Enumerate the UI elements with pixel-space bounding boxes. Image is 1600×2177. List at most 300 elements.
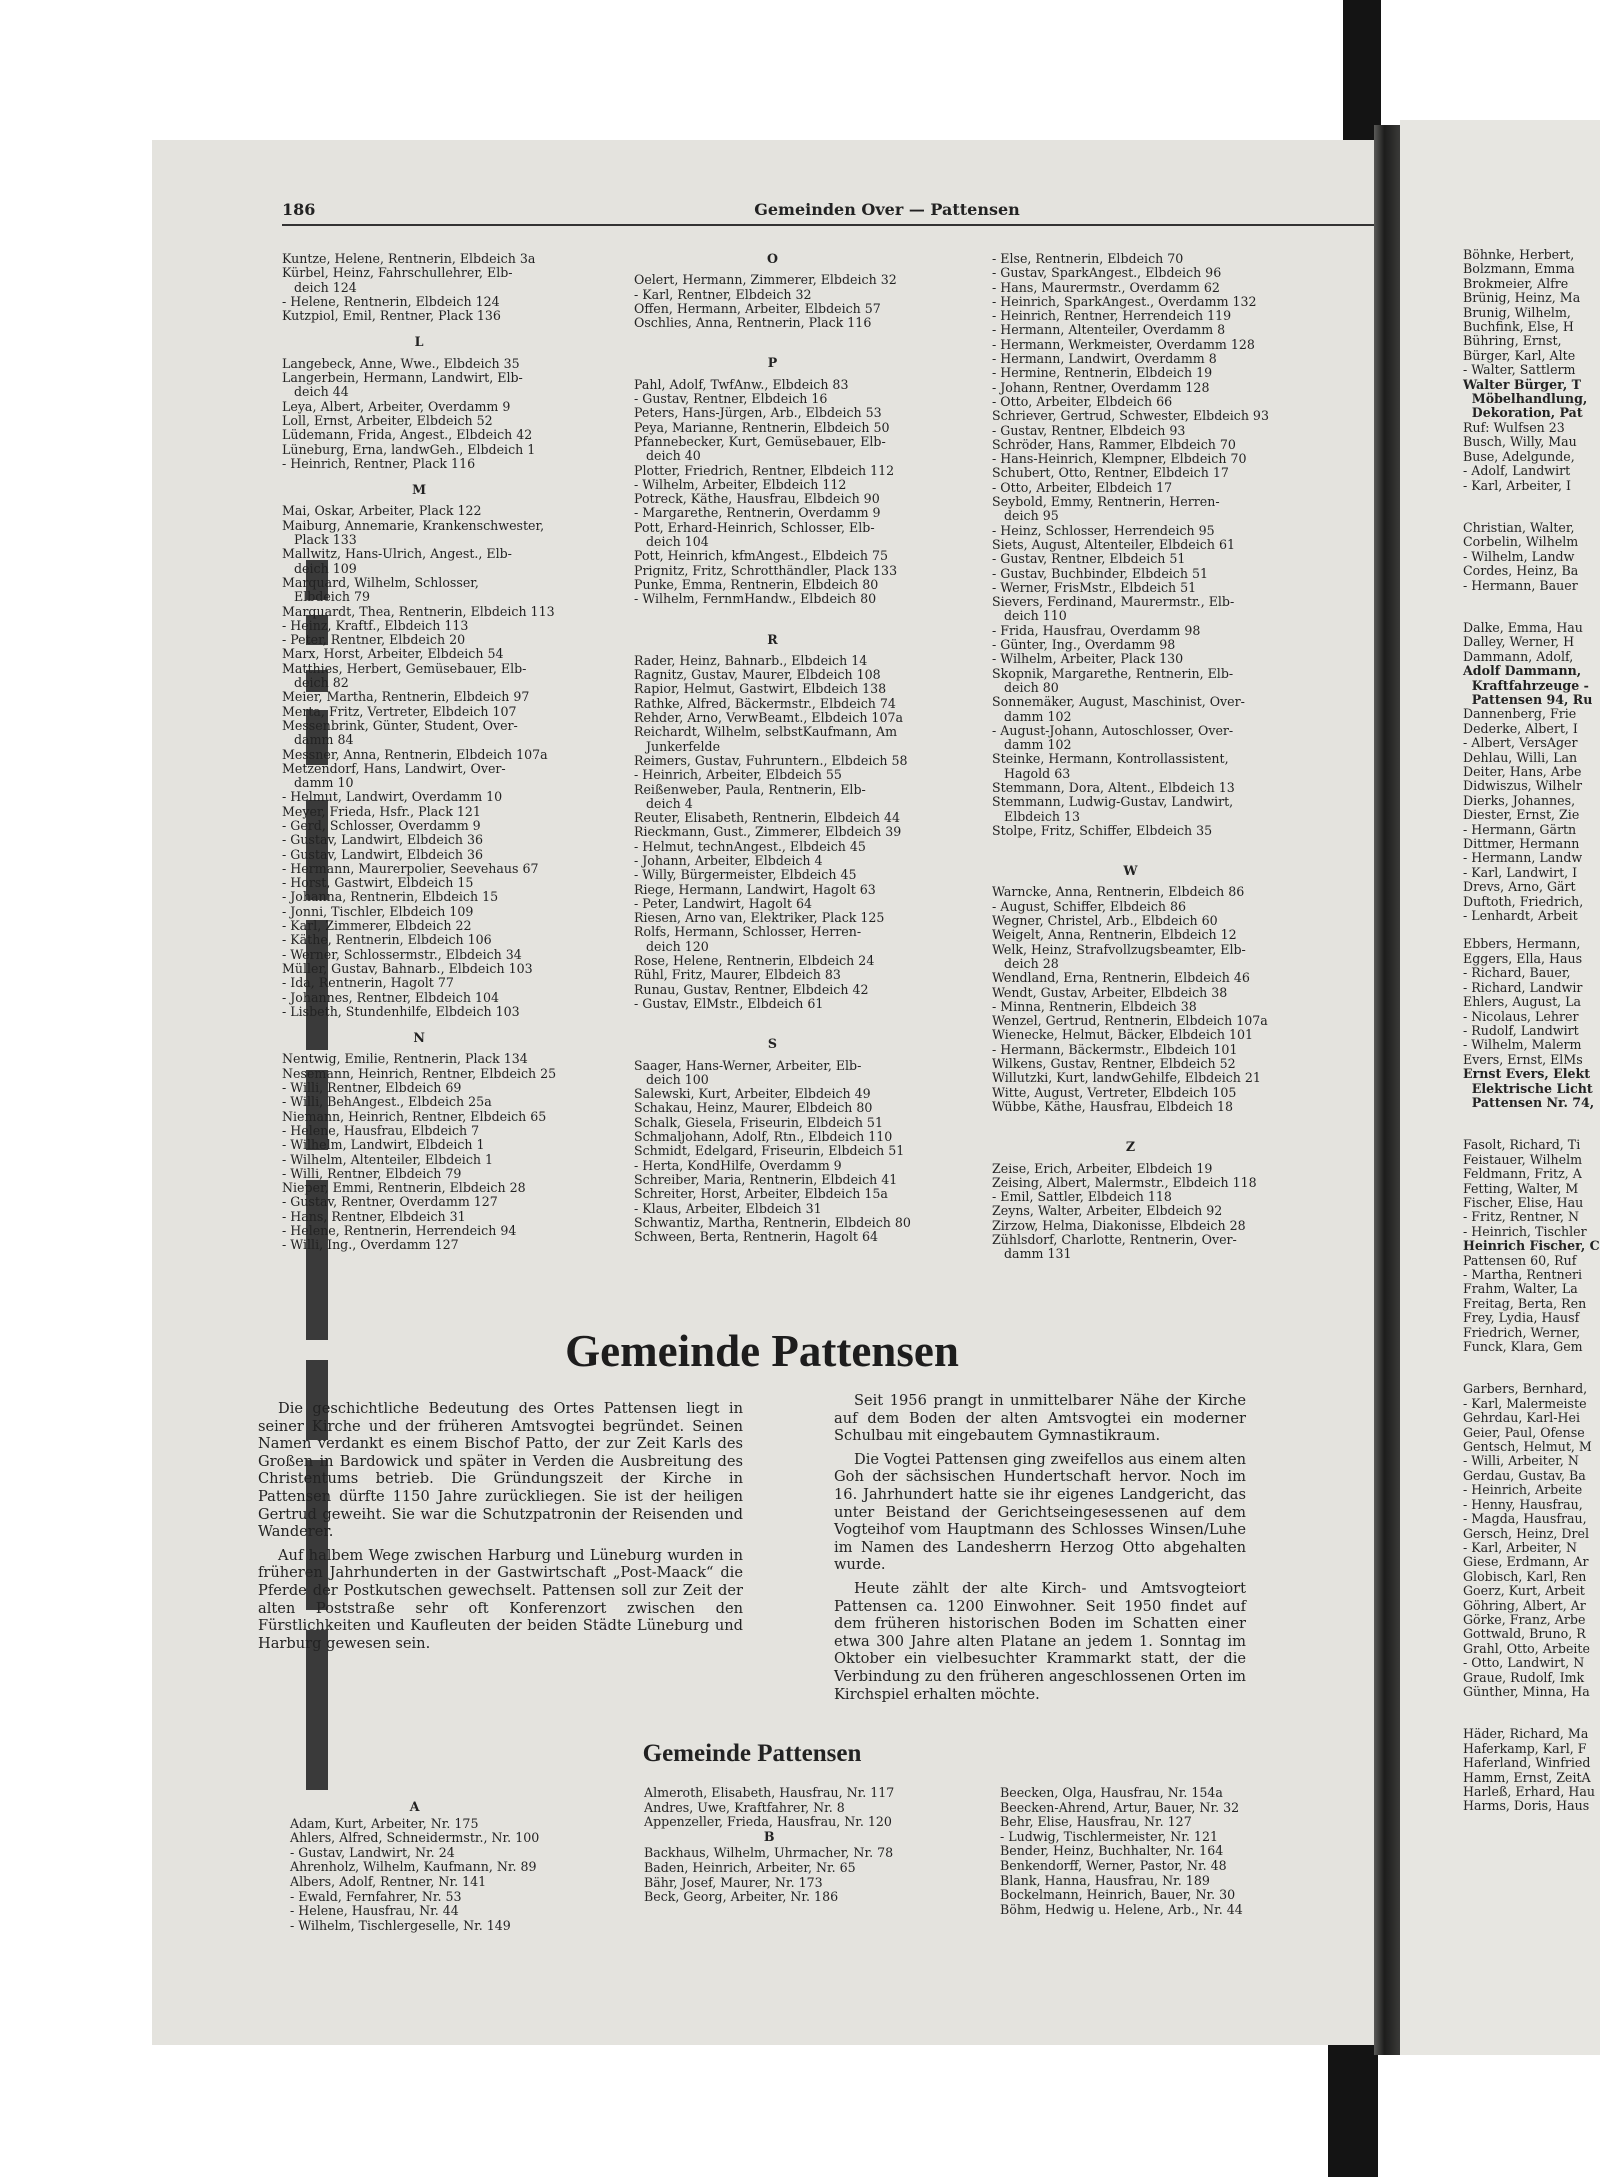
directory-entry: Nesemann, Heinrich, Rentner, Elbdeich 25 (282, 1065, 557, 1081)
directory-entry: Duftoth, Friedrich, (1463, 893, 1584, 909)
directory-entry: Leya, Albert, Arbeiter, Overdamm 9 (282, 398, 511, 414)
directory-entry: Freitag, Berta, Ren (1463, 1295, 1587, 1311)
directory-entry: - Wilhelm, Arbeiter, Plack 130 (992, 651, 1184, 667)
directory-entry: Wilkens, Gustav, Rentner, Elbdeich 52 (992, 1056, 1236, 1072)
section-letter: S (767, 1036, 777, 1052)
directory-entry: - Heinrich, Rentner, Plack 116 (282, 455, 476, 471)
directory-entry: - Hermann, Gärtn (1463, 821, 1577, 837)
directory-entry: Schakau, Heinz, Maurer, Elbdeich 80 (634, 1100, 873, 1116)
directory-column-2 (634, 240, 911, 1244)
page-number: 186 (282, 200, 316, 219)
directory-entry: Loll, Ernst, Arbeiter, Elbdeich 52 (282, 412, 493, 428)
directory-entry: - Hermann, Werkmeister, Overdamm 128 (992, 336, 1255, 352)
directory-entry: Oschlies, Anna, Rentnerin, Plack 116 (634, 315, 872, 331)
spacer (634, 330, 911, 344)
directory-entry: - Ewald, Fernfahrer, Nr. 53 (290, 1888, 462, 1904)
directory-entry: - Albert, VersAger (1463, 735, 1578, 751)
directory-entry: Lüneburg, Erna, landwGeh., Elbdeich 1 (282, 441, 536, 457)
directory-entry: Eggers, Ella, Haus (1463, 950, 1583, 966)
section-letter: B (763, 1828, 775, 1844)
directory-entry: Reimers, Gustav, Fuhruntern., Elbdeich 58 (634, 752, 908, 768)
directory-entry: Witte, August, Vertreter, Elbdeich 105 (992, 1084, 1237, 1100)
directory-entry: - Gustav, Landwirt, Nr. 24 (290, 1844, 455, 1860)
directory-entry: Wendland, Erna, Rentnerin, Elbdeich 46 (992, 970, 1250, 986)
directory-entry: Graue, Rudolf, Imk (1463, 1669, 1585, 1685)
directory-entry: Messenbrink, Günter, Student, Over- (282, 717, 518, 733)
entry-continuation: deich 110 (1004, 608, 1067, 624)
directory-entry: - Willi, BehAngest., Elbdeich 25a (282, 1094, 492, 1110)
directory-entry: Reuter, Elisabeth, Rentnerin, Elbdeich 44 (634, 810, 900, 826)
directory-entry: Marx, Horst, Arbeiter, Elbdeich 54 (282, 646, 504, 662)
directory-entry: Dalley, Werner, H (1463, 634, 1575, 650)
directory-entry: Beck, Georg, Arbeiter, Nr. 186 (644, 1889, 839, 1905)
directory-entry: - Otto, Landwirt, N (1463, 1655, 1585, 1671)
spacer (1463, 1699, 1600, 1713)
spacer (634, 1011, 911, 1025)
section-letter: M (412, 482, 427, 498)
directory-entry: Grahl, Otto, Arbeite (1463, 1640, 1590, 1656)
directory-entry: - Hermann, Landwirt, Overdamm 8 (992, 351, 1217, 367)
article-paragraph: Auf halbem Wege zwischen Harburg und Lüneburg wurden in früheren Jahrhunderten in der Gastwirtschaft „Post-Maack“ die Pferde der Postkutschen gewechselt. Pattensen soll zur Zeit der alten Poststraße sehr oft Konferenzort zwischen den Fürstlichkeiten und Kaufleuten der beiden Städte Lüneburg und Harburg gewesen sein. (258, 1546, 743, 1652)
directory-entry: Gehrdau, Karl-Hei (1463, 1410, 1581, 1426)
directory-entry: - Magda, Hausfrau, (1463, 1511, 1587, 1527)
directory-entry: Beecken, Olga, Hausfrau, Nr. 154a (1000, 1785, 1223, 1800)
directory-entry: Böhm, Hedwig u. Helene, Arb., Nr. 44 (1000, 1901, 1243, 1917)
directory-entry: Niemann, Heinrich, Rentner, Elbdeich 65 (282, 1108, 547, 1124)
section-letter: P (767, 355, 778, 371)
directory-entry: - Wilhelm, Arbeiter, Elbdeich 112 (634, 476, 847, 492)
article-paragraph: Seit 1956 prangt in unmittelbarer Nähe der Kirche auf dem Boden der alten Amtsvogtei ein moderner Schulbau mit eingebautem Gymnastikraum. (834, 1392, 1246, 1445)
business-entry: Elektrische Licht (1463, 1080, 1593, 1096)
spacer (1463, 593, 1600, 607)
section-letter: Z (1125, 1139, 1136, 1155)
directory-entry: - Nicolaus, Lehrer (1463, 1008, 1579, 1024)
directory-entry: Diester, Ernst, Zie (1463, 807, 1580, 823)
directory-entry: Reichardt, Wilhelm, selbstKaufmann, Am (634, 724, 898, 740)
directory-entry: Langerbein, Hermann, Landwirt, Elb- (282, 370, 523, 386)
directory-entry: - Hermann, Landw (1463, 850, 1583, 866)
directory-entry: Gersch, Heinz, Drel (1463, 1525, 1589, 1541)
directory-entry: Böhnke, Herbert, (1463, 247, 1575, 262)
directory-entry: - Heinrich, Tischler (1463, 1223, 1587, 1239)
directory-entry: Fischer, Elise, Hau (1463, 1194, 1584, 1210)
directory-entry: - Gustav, Rentner, Elbdeich 16 (634, 391, 828, 407)
directory-entry: - Johann, Rentner, Overdamm 128 (992, 379, 1210, 395)
directory-entry: Saager, Hans-Werner, Arbeiter, Elb- (634, 1057, 862, 1073)
directory-entry: Oelert, Hermann, Zimmerer, Elbdeich 32 (634, 272, 897, 288)
directory-entry: - Martha, Rentneri (1463, 1267, 1583, 1282)
entry-continuation: damm 84 (294, 732, 354, 748)
directory-entry: Fasolt, Richard, Ti (1463, 1137, 1581, 1153)
directory-entry: Garbers, Bernhard, (1463, 1381, 1588, 1397)
spacer (1463, 1354, 1600, 1368)
directory-entry: Sonnemäker, August, Maschinist, Over- (992, 694, 1245, 710)
directory-entry: Steinke, Hermann, Kontrollassistent, (992, 751, 1229, 767)
directory-entry: Corbelin, Wilhelm (1463, 534, 1579, 550)
directory-entry: Sievers, Ferdinand, Maurermstr., Elb- (992, 594, 1235, 610)
entry-continuation: deich 104 (646, 534, 709, 550)
entry-continuation: deich 120 (646, 938, 709, 954)
business-entry: Pattensen Nr. 74, (1463, 1094, 1595, 1110)
directory-entry: Zeyns, Walter, Arbeiter, Elbdeich 92 (992, 1203, 1223, 1219)
directory-entry: Pattensen 60, Ruf (1463, 1252, 1577, 1268)
directory-entry: Schubert, Otto, Rentner, Elbdeich 17 (992, 465, 1229, 481)
directory-entry: Wienecke, Helmut, Bäcker, Elbdeich 101 (992, 1027, 1254, 1043)
directory-entry: - Frida, Hausfrau, Overdamm 98 (992, 622, 1201, 638)
directory-entry: Kürbel, Heinz, Fahrschullehrer, Elb- (282, 265, 513, 281)
directory-entry: Seybold, Emmy, Rentnerin, Herren- (992, 494, 1220, 510)
directory-entry: Dammann, Adolf, (1463, 648, 1574, 664)
article-left-column (258, 1400, 743, 1658)
directory-entry: Geier, Paul, Ofense (1463, 1424, 1585, 1440)
business-entry: Ernst Evers, Elekt (1463, 1066, 1591, 1082)
right-page-column (1463, 248, 1600, 1814)
section-letter: N (413, 1030, 425, 1046)
directory-entry: Lüdemann, Frida, Angest., Elbdeich 42 (282, 427, 533, 443)
directory-entry: Warncke, Anna, Rentnerin, Elbdeich 86 (992, 884, 1245, 900)
directory-entry: Haferkamp, Karl, F (1463, 1740, 1587, 1756)
directory-entry: - Heinrich, SparkAngest., Overdamm 132 (992, 293, 1257, 309)
directory-entry: - Helene, Rentnerin, Elbdeich 124 (282, 293, 500, 309)
directory-entry: Potreck, Käthe, Hausfrau, Elbdeich 90 (634, 491, 880, 507)
business-entry: Pattensen 94, Ru (1463, 691, 1593, 707)
directory-entry: Kutzpiol, Emil, Rentner, Plack 136 (282, 308, 501, 324)
directory-entry: Nentwig, Emilie, Rentnerin, Plack 134 (282, 1051, 528, 1067)
directory-entry: - Gustav, SparkAngest., Elbdeich 96 (992, 265, 1222, 281)
directory-entry: Funck, Klara, Gem (1463, 1339, 1583, 1355)
directory-entry: - Wilhelm, Landwirt, Elbdeich 1 (282, 1137, 485, 1153)
directory-entry: Meier, Martha, Rentnerin, Elbdeich 97 (282, 689, 530, 705)
directory-entry: Welk, Heinz, Strafvollzugsbeamter, Elb- (992, 941, 1246, 957)
directory-entry: - Karl, Arbeiter, I (1463, 477, 1572, 493)
directory-entry: - Heinrich, Arbeite (1463, 1482, 1583, 1498)
entry-continuation: deich 28 (1004, 955, 1059, 971)
spacer (1463, 1110, 1600, 1124)
directory-entry: Frahm, Walter, La (1463, 1281, 1578, 1297)
directory-entry: - Richard, Landwir (1463, 979, 1583, 995)
directory-entry: - Hermine, Rentnerin, Elbdeich 19 (992, 365, 1213, 381)
directory-entry: - Gustav, Landwirt, Elbdeich 36 (282, 846, 484, 862)
section-letter: A (409, 1799, 420, 1814)
directory-entry: Kuntze, Helene, Rentnerin, Elbdeich 3a (282, 251, 536, 266)
directory-entry: Haferland, Winfried (1463, 1755, 1591, 1771)
directory-entry: - Hans-Heinrich, Klempner, Elbdeich 70 (992, 451, 1247, 467)
directory-entry: - Günter, Ing., Overdamm 98 (992, 637, 1176, 653)
spacer (1463, 923, 1600, 937)
left-page (152, 140, 1374, 2045)
directory-entry: Evers, Ernst, ElMs (1463, 1051, 1583, 1067)
directory-entry: Pott, Erhard-Heinrich, Schlosser, Elb- (634, 519, 875, 535)
entry-continuation: deich 80 (1004, 679, 1059, 695)
section-letter: R (767, 631, 778, 647)
entry-continuation: deich 40 (646, 448, 701, 464)
directory-entry: Bühring, Ernst, (1463, 333, 1562, 349)
directory-entry: Wegner, Christel, Arb., Elbdeich 60 (992, 913, 1218, 929)
article-title: Gemeinde Pattensen (565, 1326, 959, 1376)
directory-entry: - Margarethe, Rentnerin, Overdamm 9 (634, 505, 881, 521)
directory-entry: - Hermann, Maurerpolier, Seevehaus 67 (282, 860, 539, 876)
directory-entry: Punke, Emma, Rentnerin, Elbdeich 80 (634, 576, 879, 592)
directory-entry: Gerdau, Gustav, Ba (1463, 1467, 1586, 1483)
entry-continuation: deich 100 (646, 1071, 709, 1087)
directory-entry: Deiter, Hans, Arbe (1463, 764, 1582, 779)
directory-entry: - Johannes, Rentner, Elbdeich 104 (282, 989, 499, 1005)
directory-entry: - Henny, Hausfrau, (1463, 1496, 1583, 1512)
directory-entry: - Karl, Zimmerer, Elbdeich 22 (282, 918, 472, 934)
spacer (1463, 1124, 1600, 1138)
directory-entry: Friedrich, Werner, (1463, 1324, 1581, 1340)
entry-continuation: Hagold 63 (1004, 765, 1071, 781)
section-letter: W (1123, 863, 1138, 879)
directory-entry: Blank, Hanna, Hausfrau, Nr. 189 (1000, 1872, 1210, 1888)
directory-entry: Brunig, Wilhelm, (1463, 304, 1571, 320)
directory-entry: - Helene, Rentnerin, Herrendeich 94 (282, 1223, 517, 1238)
article-paragraph: Die Vogtei Pattensen ging zweifellos aus einem alten Goh der sächsischen Hundertschaft hervor. Noch im 16. Jahrhundert hatte sie ihr eigenes Landgericht, das unter Beistand der Gerichtseingesessenen auf dem Vogteihof vom Hauptmann des Schlosses Winsen/Luhe im Namen des Landesherrn Herzog Otto abgehalten wurde. (834, 1450, 1246, 1574)
pattensen-list-column-3 (1000, 1786, 1243, 1917)
directory-entry: Messner, Anna, Rentnerin, Elbdeich 107a (282, 746, 548, 762)
directory-entry: Brokmeier, Alfre (1463, 275, 1569, 291)
directory-entry: Offen, Hermann, Arbeiter, Elbdeich 57 (634, 300, 881, 316)
directory-entry: - Lisbeth, Stundenhilfe, Elbdeich 103 (282, 1003, 520, 1019)
directory-entry: - Willy, Bürgermeister, Elbdeich 45 (634, 867, 857, 883)
directory-entry: Peters, Hans-Jürgen, Arb., Elbdeich 53 (634, 405, 882, 421)
directory-entry: - Heinrich, Rentner, Herrendeich 119 (992, 308, 1232, 324)
directory-entry: Giese, Erdmann, Ar (1463, 1554, 1589, 1570)
directory-entry: - Hans, Maurermstr., Overdamm 62 (992, 279, 1220, 295)
business-entry: Kraftfahrzeuge - (1463, 677, 1589, 693)
directory-entry: - Heinz, Schlosser, Herrendeich 95 (992, 522, 1215, 538)
directory-entry: - Käthe, Rentnerin, Elbdeich 106 (282, 932, 492, 948)
directory-entry: - Adolf, Landwirt (1463, 463, 1571, 479)
directory-entry: - Heinz, Kraftf., Elbdeich 113 (282, 617, 469, 633)
directory-entry: Marquardt, Thea, Rentnerin, Elbdeich 113 (282, 603, 555, 619)
directory-entry: - Hans, Rentner, Elbdeich 31 (282, 1208, 466, 1224)
directory-entry: Buchfink, Else, H (1463, 319, 1574, 335)
entry-continuation: deich 44 (294, 384, 349, 400)
directory-entry: Göhring, Albert, Ar (1463, 1597, 1586, 1613)
entry-continuation: damm 102 (1004, 708, 1072, 724)
directory-entry: - Gustav, Landwirt, Elbdeich 36 (282, 832, 484, 848)
directory-entry: Gottwald, Bruno, R (1463, 1626, 1586, 1642)
directory-entry: Merta, Fritz, Vertreter, Elbdeich 107 (282, 703, 517, 719)
article-paragraph: Heute zählt der alte Kirch- und Amtsvogteiort Pattensen ca. 1200 Einwohner. Seit 1950 findet auf dem früheren historischen Boden im Schatten einer etwa 300 Jahre alten Platane an jedem 1. Sonntag im Oktober ein vielbesuchter Krammarkt statt, der die Verbindung zu den früheren angeschlossenen Orten im Kirchspiel erhalten möchte. (834, 1579, 1246, 1703)
entry-continuation: deich 124 (294, 279, 357, 295)
directory-entry: Schalk, Giesela, Friseurin, Elbdeich 51 (634, 1114, 883, 1130)
directory-entry: Ahrenholz, Wilhelm, Kaufmann, Nr. 89 (290, 1859, 537, 1875)
directory-entry: Fetting, Walter, M (1463, 1180, 1579, 1196)
directory-entry: - Werner, FrisMstr., Elbdeich 51 (992, 579, 1197, 595)
directory-entry: Rolfs, Hermann, Schlosser, Herren- (634, 924, 862, 940)
directory-entry: - Helene, Hausfrau, Nr. 44 (290, 1903, 459, 1919)
directory-entry: Ebbers, Hermann, (1463, 936, 1581, 952)
directory-entry: Cordes, Heinz, Ba (1463, 563, 1579, 579)
directory-entry: Meyer, Frieda, Hsfr., Plack 121 (282, 803, 481, 819)
directory-entry: Schreiber, Maria, Rentnerin, Elbdeich 41 (634, 1171, 898, 1187)
spacer (992, 838, 1269, 852)
spacer (992, 1114, 1269, 1128)
entry-continuation: damm 131 (1004, 1246, 1072, 1262)
spacer (1463, 493, 1600, 507)
directory-entry: Feistauer, Wilhelm (1463, 1151, 1583, 1167)
directory-entry: Stemmann, Ludwig-Gustav, Landwirt, (992, 794, 1234, 810)
book-spine (1374, 125, 1400, 2055)
directory-entry: - Helene, Hausfrau, Elbdeich 7 (282, 1122, 480, 1138)
directory-entry: - Hermann, Bauer (1463, 577, 1578, 593)
running-title: Gemeinden Over — Pattensen (754, 200, 1020, 219)
directory-entry: Schmidt, Edelgard, Friseurin, Elbdeich 51 (634, 1143, 905, 1159)
directory-entry: Brünig, Heinz, Ma (1463, 290, 1581, 306)
spacer (1463, 1368, 1600, 1382)
directory-column-1 (282, 252, 556, 1253)
directory-entry: Wenzel, Gertrud, Rentnerin, Elbdeich 107a (992, 1013, 1268, 1029)
directory-entry: Skopnik, Margarethe, Rentnerin, Elb- (992, 665, 1234, 681)
directory-entry: - Hermann, Altenteiler, Overdamm 8 (992, 322, 1226, 338)
directory-entry: - Wilhelm, Altenteiler, Elbdeich 1 (282, 1151, 493, 1167)
directory-entry: - Willi, Rentner, Elbdeich 69 (282, 1080, 462, 1096)
directory-entry: Frey, Lydia, Hausf (1463, 1310, 1580, 1326)
directory-entry: Gentsch, Helmut, M (1463, 1439, 1592, 1455)
directory-entry: Langebeck, Anne, Wwe., Elbdeich 35 (282, 355, 520, 371)
entry-continuation: deich 82 (294, 675, 349, 691)
directory-entry: Schmaljohann, Adolf, Rtn., Elbdeich 110 (634, 1129, 893, 1145)
directory-entry: Günther, Minna, Ha (1463, 1683, 1590, 1699)
directory-entry: Rathke, Alfred, Bäckermstr., Elbdeich 74 (634, 695, 896, 711)
directory-entry: Bockelmann, Heinrich, Bauer, Nr. 30 (1000, 1887, 1236, 1903)
directory-entry: Marquard, Wilhelm, Schlosser, (282, 574, 479, 590)
directory-entry: Goerz, Kurt, Arbeit (1463, 1583, 1585, 1599)
directory-entry: - Gustav, Rentner, Elbdeich 93 (992, 422, 1186, 438)
directory-entry: Häder, Richard, Ma (1463, 1726, 1589, 1742)
entry-continuation: Elbdeich 79 (294, 589, 371, 605)
entry-continuation: deich 109 (294, 560, 357, 576)
directory-entry: - Emil, Sattler, Elbdeich 118 (992, 1189, 1172, 1205)
directory-entry: Pfannebecker, Kurt, Gemüsebauer, Elb- (634, 433, 886, 449)
directory-entry: Christian, Walter, (1463, 519, 1575, 535)
directory-entry: Willutzki, Kurt, landwGehilfe, Elbdeich 21 (992, 1070, 1261, 1086)
business-entry: Adolf Dammann, (1463, 663, 1582, 679)
directory-column-3 (992, 252, 1269, 1262)
header-rule (282, 224, 1374, 226)
directory-entry: Baden, Heinrich, Arbeiter, Nr. 65 (644, 1859, 856, 1875)
directory-entry: - Horst, Gastwirt, Elbdeich 15 (282, 875, 474, 891)
running-header (282, 200, 1374, 222)
directory-entry: - Johann, Arbeiter, Elbdeich 4 (634, 852, 823, 868)
directory-entry: - Walter, Sattlerm (1463, 362, 1576, 378)
directory-entry: Dehlau, Willi, Lan (1463, 749, 1578, 765)
directory-entry: Schreiter, Horst, Arbeiter, Elbdeich 15a (634, 1186, 888, 1202)
directory-entry: Zeising, Albert, Malermstr., Elbdeich 118 (992, 1174, 1257, 1190)
directory-entry: Globisch, Karl, Ren (1463, 1568, 1587, 1584)
directory-entry: Riesen, Arno van, Elektriker, Plack 125 (634, 910, 885, 926)
directory-entry: Reißenweber, Paula, Rentnerin, Elb- (634, 781, 866, 797)
spacer (1463, 1713, 1600, 1727)
directory-entry: - Ida, Rentnerin, Hagolt 77 (282, 975, 454, 991)
directory-entry: Weigelt, Anna, Rentnerin, Elbdeich 12 (992, 927, 1237, 943)
directory-entry: Dannenberg, Frie (1463, 706, 1577, 722)
directory-entry: Bolzmann, Emma (1463, 261, 1575, 277)
directory-entry: - Willi, Rentner, Elbdeich 79 (282, 1165, 462, 1181)
directory-entry: Schröder, Hans, Rammer, Elbdeich 70 (992, 436, 1236, 452)
pattensen-list-column-2 (644, 1786, 894, 1905)
directory-entry: Ehlers, August, La (1463, 994, 1582, 1010)
directory-entry: Stemmann, Dora, Altent., Elbdeich 13 (992, 779, 1235, 795)
directory-entry: Dalke, Emma, Hau (1463, 619, 1583, 635)
directory-entry: Rehder, Arno, VerwBeamt., Elbdeich 107a (634, 710, 903, 726)
section-letter: O (766, 251, 778, 266)
directory-entry: Dederke, Albert, I (1463, 720, 1578, 736)
directory-entry: - Minna, Rentnerin, Elbdeich 38 (992, 998, 1197, 1014)
directory-entry: Zirzow, Helma, Diakonisse, Elbdeich 28 (992, 1217, 1246, 1233)
directory-entry: Ragnitz, Gustav, Maurer, Elbdeich 108 (634, 667, 881, 683)
directory-entry: Prignitz, Fritz, Schrotthändler, Plack 133 (634, 562, 898, 578)
directory-entry: - Hermann, Bäckermstr., Elbdeich 101 (992, 1041, 1238, 1057)
spacer (1463, 607, 1600, 621)
directory-entry: Runau, Gustav, Rentner, Elbdeich 42 (634, 981, 869, 997)
directory-entry: Wübbe, Käthe, Hausfrau, Elbdeich 18 (992, 1098, 1234, 1114)
directory-entry: Buse, Adelgunde, (1463, 448, 1575, 464)
directory-entry: Riege, Hermann, Landwirt, Hagolt 63 (634, 881, 876, 897)
directory-entry: - Karl, Landwirt, I (1463, 864, 1578, 880)
directory-entry: Adam, Kurt, Arbeiter, Nr. 175 (290, 1815, 479, 1831)
directory-entry: - Heinrich, Arbeiter, Elbdeich 55 (634, 767, 842, 783)
spacer (1463, 507, 1600, 521)
directory-entry: Busch, Willy, Mau (1463, 434, 1577, 450)
spacer (634, 607, 911, 621)
directory-entry: - Peter, Rentner, Elbdeich 20 (282, 632, 466, 648)
directory-entry: - Gustav, Rentner, Elbdeich 51 (992, 551, 1186, 567)
entry-continuation: damm 102 (1004, 737, 1072, 753)
entry-continuation: damm 10 (294, 775, 354, 791)
directory-entry: - Otto, Arbeiter, Elbdeich 66 (992, 393, 1173, 409)
directory-entry: Salewski, Kurt, Arbeiter, Elbdeich 49 (634, 1086, 871, 1102)
article-paragraph: Die geschichtliche Bedeutung des Ortes Pattensen liegt in seiner Kirche und der früheren Amtsvogtei begründet. Seinen Namen verdankt es einem Bischof Patto, der zur Zeit Karls des Großen in Bardowick und später in Verden die Ausbreitung des Christentums betrieb. Die Gründungszeit der Kirche in Pattensen dürfte 1150 Jahre zurückliegen. Sie ist der heiligen Gertrud geweiht. Sie war die Schutzpatronin der Reisenden und Wanderer. (258, 1400, 743, 1541)
entry-continuation: Junkerfelde (646, 738, 721, 754)
directory-entry: Bürger, Karl, Alte (1463, 347, 1576, 363)
directory-entry: Görke, Franz, Arbe (1463, 1611, 1586, 1627)
directory-entry: - Wilhelm, Tischlergeselle, Nr. 149 (290, 1917, 511, 1933)
directory-entry: - Karl, Rentner, Elbdeich 32 (634, 286, 812, 302)
directory-entry: - Lenhardt, Arbeit (1463, 908, 1578, 924)
directory-entry: Feldmann, Fritz, A (1463, 1166, 1582, 1182)
directory-entry: Appenzeller, Frieda, Hausfrau, Nr. 120 (644, 1814, 892, 1830)
directory-entry: - Wilhelm, FernmHandw., Elbdeich 80 (634, 591, 877, 607)
directory-entry: - August, Schiffer, Elbdeich 86 (992, 898, 1187, 914)
directory-entry: - Karl, Arbeiter, N (1463, 1539, 1578, 1555)
directory-entry: - August-Johann, Autoschlosser, Over- (992, 722, 1234, 738)
directory-entry: - Helmut, technAngest., Elbdeich 45 (634, 838, 866, 854)
directory-entry: - Ludwig, Tischlermeister, Nr. 121 (1000, 1828, 1218, 1844)
directory-entry: Dierks, Johannes, (1463, 792, 1576, 808)
directory-entry: Siets, August, Altenteiler, Elbdeich 61 (992, 536, 1235, 552)
directory-entry: - Werner, Schlossermstr., Elbdeich 34 (282, 946, 522, 962)
directory-entry: Mallwitz, Hans-Ulrich, Angest., Elb- (282, 546, 512, 562)
directory-entry: - Karl, Malermeiste (1463, 1395, 1587, 1411)
directory-entry: - Richard, Bauer, (1463, 965, 1571, 981)
directory-entry: Bender, Heinz, Buchhalter, Nr. 164 (1000, 1843, 1224, 1859)
pattensen-list-column-1 (290, 1800, 539, 1933)
directory-entry: Beecken-Ahrend, Artur, Bauer, Nr. 32 (1000, 1799, 1240, 1815)
directory-entry: Albers, Adolf, Rentner, Nr. 141 (290, 1873, 487, 1889)
directory-entry: Behr, Elise, Hausfrau, Nr. 127 (1000, 1814, 1192, 1830)
directory-entry: Nieper, Emmi, Rentnerin, Elbdeich 28 (282, 1180, 526, 1196)
directory-entry: Ahlers, Alfred, Schneidermstr., Nr. 100 (290, 1830, 540, 1846)
business-entry: Heinrich Fischer, C (1463, 1238, 1600, 1254)
directory-entry: Almeroth, Elisabeth, Hausfrau, Nr. 117 (644, 1785, 895, 1800)
directory-entry: Stolpe, Fritz, Schiffer, Elbdeich 35 (992, 822, 1213, 838)
directory-entry: Peya, Marianne, Rentnerin, Elbdeich 50 (634, 419, 890, 435)
directory-entry: - Helmut, Landwirt, Overdamm 10 (282, 789, 503, 805)
directory-entry: - Klaus, Arbeiter, Elbdeich 31 (634, 1200, 822, 1216)
